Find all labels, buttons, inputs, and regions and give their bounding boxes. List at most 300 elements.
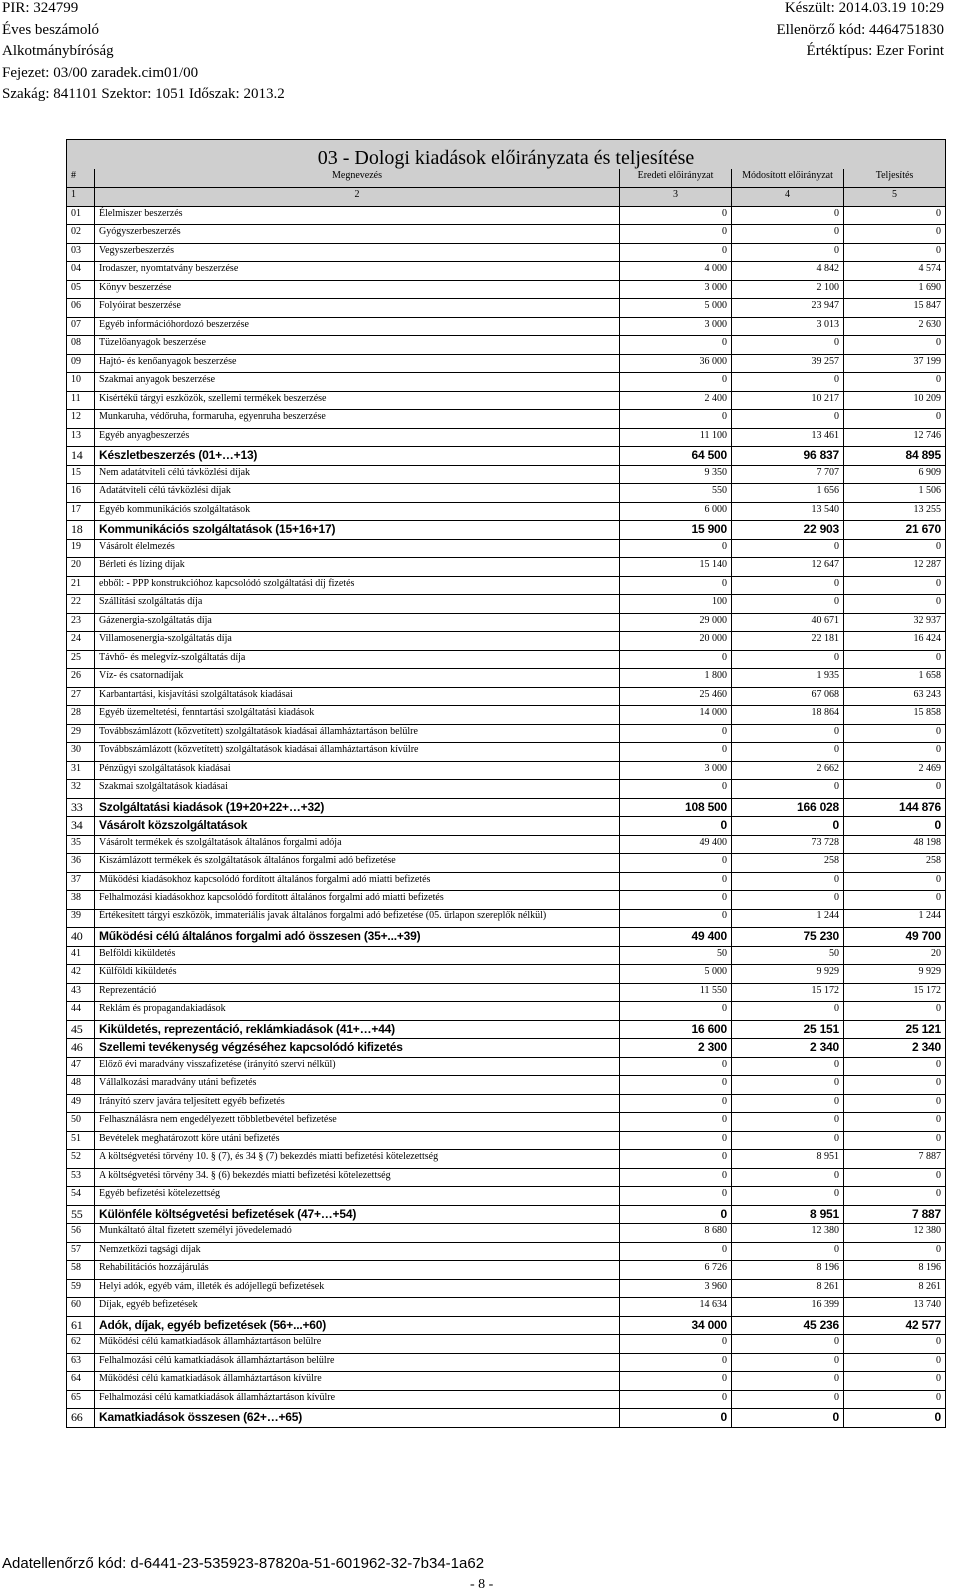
row-number: 25 [67, 650, 95, 669]
table-row [67, 521, 946, 540]
row-performance: 0 [844, 1372, 946, 1391]
row-number: 41 [67, 946, 95, 965]
row-original: 2 400 [620, 391, 732, 410]
row-modified: 16 399 [732, 1298, 844, 1317]
row-modified: 12 647 [732, 558, 844, 577]
column-header-row [67, 169, 946, 188]
table-row [67, 928, 946, 947]
row-original: 25 460 [620, 687, 732, 706]
row-modified: 0 [732, 206, 844, 225]
row-performance: 0 [844, 724, 946, 743]
header-created: Készült: 2014.03.19 10:29 [784, 0, 944, 16]
table-row [67, 872, 946, 891]
row-original: 9 350 [620, 465, 732, 484]
row-original: 0 [620, 1168, 732, 1187]
table-row [67, 484, 946, 503]
table-row [67, 299, 946, 318]
row-name: Nemzetközi tagsági díjak [95, 1242, 620, 1261]
row-original: 0 [620, 854, 732, 873]
row-modified: 0 [732, 1094, 844, 1113]
table-row [67, 650, 946, 669]
row-name: A költségvetési törvény 10. § (7), és 34 § (7) bekezdés miatti befizetési kötelezettség [95, 1150, 620, 1169]
row-original: 14 000 [620, 706, 732, 725]
header-institution: Alkotmánybíróság [2, 43, 114, 59]
table-row [67, 854, 946, 873]
row-name: Szellemi tevékenység végzéséhez kapcsolódó kifizetés [95, 1039, 620, 1058]
row-original: 15 140 [620, 558, 732, 577]
table-row [67, 1224, 946, 1243]
row-performance: 12 380 [844, 1224, 946, 1243]
table-row [67, 373, 946, 392]
row-number: 34 [67, 817, 95, 836]
table-row [67, 336, 946, 355]
row-name: Működési célú kamatkiadások államháztartáson belülre [95, 1335, 620, 1354]
row-modified: 0 [732, 1131, 844, 1150]
row-number: 10 [67, 373, 95, 392]
row-performance: 1 244 [844, 909, 946, 928]
row-performance: 0 [844, 1353, 946, 1372]
row-original: 0 [620, 872, 732, 891]
header-check-code: Ellenörző kód: 4464751830 [776, 21, 944, 38]
row-modified: 0 [732, 1002, 844, 1021]
row-original: 0 [620, 1002, 732, 1021]
row-original: 0 [620, 1353, 732, 1372]
row-name: Értékesített tárgyi eszközök, immateriális javak általános forgalmi adó befizetése (05. űrlapon szereplők nélkül) [95, 909, 620, 928]
row-name: Szakmai anyagok beszerzése [95, 373, 620, 392]
row-modified: 22 903 [732, 521, 844, 540]
row-modified: 15 172 [732, 983, 844, 1002]
table-row [67, 1020, 946, 1039]
row-name: Pénzügyi szolgáltatások kiadásai [95, 761, 620, 780]
header-chapter: Fejezet: 03/00 zaradek.cim01/00 [2, 64, 199, 81]
row-modified: 7 707 [732, 465, 844, 484]
row-performance: 0 [844, 243, 946, 262]
column-index-row [67, 188, 946, 207]
row-modified: 67 068 [732, 687, 844, 706]
row-name: Helyi adók, egyéb vám, illeték és adójellegű befizetések [95, 1279, 620, 1298]
row-name: Felhalmozási célú kamatkiadások államháztartáson belülre [95, 1353, 620, 1372]
row-performance: 48 198 [844, 835, 946, 854]
row-number: 63 [67, 1353, 95, 1372]
row-name: Nem adatátviteli célú távközlési díjak [95, 465, 620, 484]
table-row [67, 798, 946, 817]
row-name: Folyóirat beszerzése [95, 299, 620, 318]
table-row [67, 1039, 946, 1058]
row-name: Készletbeszerzés (01+…+13) [95, 447, 620, 466]
row-name: Gázenergia-szolgáltatás díja [95, 613, 620, 632]
row-performance: 0 [844, 539, 946, 558]
table-row [67, 1002, 946, 1021]
row-performance: 0 [844, 891, 946, 910]
row-name: Kamatkiadások összesen (62+…+65) [95, 1409, 620, 1428]
row-original: 49 400 [620, 928, 732, 947]
row-original: 0 [620, 1150, 732, 1169]
row-modified: 2 340 [732, 1039, 844, 1058]
row-performance: 144 876 [844, 798, 946, 817]
row-modified: 0 [732, 743, 844, 762]
table-row [67, 1187, 946, 1206]
row-original: 3 960 [620, 1279, 732, 1298]
row-performance: 15 858 [844, 706, 946, 725]
row-number: 33 [67, 798, 95, 817]
table-row [67, 983, 946, 1002]
row-original: 0 [620, 539, 732, 558]
row-modified: 10 217 [732, 391, 844, 410]
row-performance: 9 929 [844, 965, 946, 984]
row-name: Vásárolt termékek és szolgáltatások általános forgalmi adója [95, 835, 620, 854]
row-original: 0 [620, 1335, 732, 1354]
row-performance: 16 424 [844, 632, 946, 651]
row-name: Működési kiadásokhoz kapcsolódó fordított általános forgalmi adó miatti befizetés [95, 872, 620, 891]
row-number: 29 [67, 724, 95, 743]
row-number: 56 [67, 1224, 95, 1243]
table-row [67, 1298, 946, 1317]
row-number: 59 [67, 1279, 95, 1298]
row-number: 49 [67, 1094, 95, 1113]
row-number: 08 [67, 336, 95, 355]
row-original: 0 [620, 243, 732, 262]
row-number: 06 [67, 299, 95, 318]
table-row [67, 1094, 946, 1113]
row-modified: 0 [732, 872, 844, 891]
table-row [67, 780, 946, 799]
row-number: 26 [67, 669, 95, 688]
row-modified: 2 100 [732, 280, 844, 299]
table-row [67, 539, 946, 558]
row-performance: 258 [844, 854, 946, 873]
row-original: 2 300 [620, 1039, 732, 1058]
row-performance: 13 255 [844, 502, 946, 521]
row-number: 36 [67, 854, 95, 873]
row-name: Szakmai szolgáltatások kiadásai [95, 780, 620, 799]
row-number: 66 [67, 1409, 95, 1428]
table-row [67, 1279, 946, 1298]
table-row [67, 354, 946, 373]
row-original: 0 [620, 1131, 732, 1150]
table-row [67, 391, 946, 410]
table-row [67, 1409, 946, 1428]
row-modified: 4 842 [732, 262, 844, 281]
row-performance: 2 340 [844, 1039, 946, 1058]
row-number: 39 [67, 909, 95, 928]
row-number: 47 [67, 1057, 95, 1076]
row-original: 100 [620, 595, 732, 614]
table-row [67, 262, 946, 281]
table-row [67, 428, 946, 447]
table-row [67, 706, 946, 725]
row-number: 30 [67, 743, 95, 762]
row-number: 52 [67, 1150, 95, 1169]
table-row [67, 1261, 946, 1280]
row-original: 11 550 [620, 983, 732, 1002]
row-modified: 45 236 [732, 1316, 844, 1335]
row-modified: 75 230 [732, 928, 844, 947]
row-modified: 0 [732, 817, 844, 836]
row-performance: 84 895 [844, 447, 946, 466]
col-index-3: 3 [620, 188, 732, 207]
row-number: 15 [67, 465, 95, 484]
row-original: 0 [620, 1390, 732, 1409]
row-original: 0 [620, 410, 732, 429]
row-original: 0 [620, 373, 732, 392]
row-performance: 0 [844, 1094, 946, 1113]
row-original: 3 000 [620, 317, 732, 336]
row-name: Kiküldetés, reprezentáció, reklámkiadások (41+…+44) [95, 1020, 620, 1039]
row-modified: 0 [732, 1113, 844, 1132]
row-original: 0 [620, 1076, 732, 1095]
row-name: Felhalmozási kiadásokhoz kapcsolódó fordított általános forgalmi adó miatti befizetés [95, 891, 620, 910]
row-number: 01 [67, 206, 95, 225]
table-row [67, 410, 946, 429]
row-number: 09 [67, 354, 95, 373]
table-row [67, 1168, 946, 1187]
row-number: 45 [67, 1020, 95, 1039]
row-original: 11 100 [620, 428, 732, 447]
row-name: Kommunikációs szolgáltatások (15+16+17) [95, 521, 620, 540]
row-name: Vásárolt közszolgáltatások [95, 817, 620, 836]
row-modified: 0 [732, 336, 844, 355]
row-original: 0 [620, 1057, 732, 1076]
row-modified: 0 [732, 373, 844, 392]
row-modified: 0 [732, 576, 844, 595]
table-row [67, 1242, 946, 1261]
row-number: 27 [67, 687, 95, 706]
row-original: 0 [620, 206, 732, 225]
table-row [67, 1353, 946, 1372]
row-name: ebből: - PPP konstrukcióhoz kapcsolódó szolgáltatási díj fizetés [95, 576, 620, 595]
row-name: Adók, díjak, egyéb befizetések (56+...+60) [95, 1316, 620, 1335]
table-row [67, 1131, 946, 1150]
row-performance: 0 [844, 780, 946, 799]
row-number: 24 [67, 632, 95, 651]
col-index-4: 4 [732, 188, 844, 207]
row-performance: 15 172 [844, 983, 946, 1002]
row-original: 0 [620, 1242, 732, 1261]
row-number: 42 [67, 965, 95, 984]
row-name: Felhalmozási célú kamatkiadások államháztartáson kívülre [95, 1390, 620, 1409]
row-number: 18 [67, 521, 95, 540]
row-modified: 3 013 [732, 317, 844, 336]
row-performance: 10 209 [844, 391, 946, 410]
table-row [67, 1076, 946, 1095]
row-modified: 258 [732, 854, 844, 873]
row-number: 28 [67, 706, 95, 725]
row-number: 58 [67, 1261, 95, 1280]
row-name: Kisértékű tárgyi eszközök, szellemi termékek beszerzése [95, 391, 620, 410]
row-modified: 8 951 [732, 1150, 844, 1169]
row-modified: 50 [732, 946, 844, 965]
row-name: Belföldi kiküldetés [95, 946, 620, 965]
row-original: 15 900 [620, 521, 732, 540]
row-performance: 0 [844, 1335, 946, 1354]
row-original: 3 000 [620, 761, 732, 780]
table-row [67, 817, 946, 836]
row-performance: 0 [844, 1242, 946, 1261]
row-original: 0 [620, 1372, 732, 1391]
header-right [777, 0, 944, 63]
row-performance: 32 937 [844, 613, 946, 632]
row-performance: 42 577 [844, 1316, 946, 1335]
col-index-1: 1 [67, 188, 95, 207]
row-performance: 0 [844, 1113, 946, 1132]
row-original: 0 [620, 817, 732, 836]
table-row [67, 891, 946, 910]
row-modified: 0 [732, 1353, 844, 1372]
row-number: 48 [67, 1076, 95, 1095]
row-original: 5 000 [620, 299, 732, 318]
row-performance: 0 [844, 650, 946, 669]
row-number: 38 [67, 891, 95, 910]
row-modified: 0 [732, 724, 844, 743]
table-row [67, 1150, 946, 1169]
row-name: Továbbszámlázott (közvetített) szolgáltatások kiadásai államháztartáson belülre [95, 724, 620, 743]
row-number: 57 [67, 1242, 95, 1261]
row-number: 07 [67, 317, 95, 336]
row-number: 31 [67, 761, 95, 780]
row-performance: 0 [844, 576, 946, 595]
row-name: Könyv beszerzése [95, 280, 620, 299]
row-original: 8 680 [620, 1224, 732, 1243]
row-name: Adatátviteli célú távközlési díjak [95, 484, 620, 503]
row-name: Működési célú általános forgalmi adó összesen (35+...+39) [95, 928, 620, 947]
table-row [67, 1057, 946, 1076]
row-performance: 1 658 [844, 669, 946, 688]
row-number: 55 [67, 1205, 95, 1224]
row-performance: 7 887 [844, 1205, 946, 1224]
table-row [67, 1316, 946, 1335]
row-name: Működési célú kamatkiadások államháztartáson kívülre [95, 1372, 620, 1391]
row-original: 64 500 [620, 447, 732, 466]
row-performance: 0 [844, 1168, 946, 1187]
col-header-modified: Módosított előirányzat [732, 169, 844, 188]
row-number: 22 [67, 595, 95, 614]
row-performance: 8 261 [844, 1279, 946, 1298]
row-modified: 23 947 [732, 299, 844, 318]
table-row [67, 1113, 946, 1132]
row-performance: 0 [844, 1390, 946, 1409]
table-row [67, 1372, 946, 1391]
row-modified: 0 [732, 1390, 844, 1409]
table-row [67, 909, 946, 928]
row-original: 14 634 [620, 1298, 732, 1317]
table-row [67, 243, 946, 262]
row-number: 32 [67, 780, 95, 799]
row-modified: 0 [732, 539, 844, 558]
table-row [67, 225, 946, 244]
row-modified: 0 [732, 1076, 844, 1095]
row-original: 0 [620, 724, 732, 743]
table-row [67, 835, 946, 854]
row-name: Külföldi kiküldetés [95, 965, 620, 984]
row-modified: 0 [732, 1372, 844, 1391]
row-name: Vásárolt élelmezés [95, 539, 620, 558]
row-original: 0 [620, 1205, 732, 1224]
row-name: Díjak, egyéb befizetések [95, 1298, 620, 1317]
row-modified: 0 [732, 595, 844, 614]
row-modified: 0 [732, 1168, 844, 1187]
row-name: Továbbszámlázott (közvetített) szolgáltatások kiadásai államháztartáson kívülre [95, 743, 620, 762]
row-modified: 0 [732, 1409, 844, 1428]
table-row [67, 1390, 946, 1409]
row-performance: 0 [844, 206, 946, 225]
row-performance: 0 [844, 225, 946, 244]
row-number: 23 [67, 613, 95, 632]
row-name: Irodaszer, nyomtatvány beszerzése [95, 262, 620, 281]
row-number: 04 [67, 262, 95, 281]
row-original: 50 [620, 946, 732, 965]
row-name: Egyéb befizetési kötelezettség [95, 1187, 620, 1206]
row-number: 51 [67, 1131, 95, 1150]
table-row [67, 317, 946, 336]
col-header-name: Megnevezés [95, 169, 620, 188]
row-number: 17 [67, 502, 95, 521]
row-original: 550 [620, 484, 732, 503]
row-performance: 2 469 [844, 761, 946, 780]
row-modified: 13 461 [732, 428, 844, 447]
row-original: 0 [620, 336, 732, 355]
row-modified: 8 951 [732, 1205, 844, 1224]
row-modified: 1 244 [732, 909, 844, 928]
row-number: 19 [67, 539, 95, 558]
row-performance: 25 121 [844, 1020, 946, 1039]
row-performance: 0 [844, 1409, 946, 1428]
col-header-original: Eredeti előirányzat [620, 169, 732, 188]
table-row [67, 965, 946, 984]
row-modified: 18 864 [732, 706, 844, 725]
row-modified: 73 728 [732, 835, 844, 854]
row-performance: 6 909 [844, 465, 946, 484]
row-modified: 39 257 [732, 354, 844, 373]
row-original: 6 726 [620, 1261, 732, 1280]
row-name: Élelmiszer beszerzés [95, 206, 620, 225]
table-title: 03 - Dologi kiadások előirányzata és teljesítése [67, 140, 946, 170]
row-number: 13 [67, 428, 95, 447]
table-row [67, 613, 946, 632]
table-row [67, 447, 946, 466]
row-performance: 0 [844, 1076, 946, 1095]
row-modified: 0 [732, 891, 844, 910]
row-name: Vállalkozási maradvány utáni befizetés [95, 1076, 620, 1095]
row-modified: 12 380 [732, 1224, 844, 1243]
row-original: 20 000 [620, 632, 732, 651]
page-number: - 8 - [470, 1577, 494, 1592]
row-name: Munkaruha, védőruha, formaruha, egyenruha beszerzése [95, 410, 620, 429]
row-performance: 1 506 [844, 484, 946, 503]
row-performance: 37 199 [844, 354, 946, 373]
row-performance: 0 [844, 1057, 946, 1076]
row-performance: 0 [844, 595, 946, 614]
row-name: Kiszámlázott termékek és szolgáltatások általános forgalmi adó befizetése [95, 854, 620, 873]
row-modified: 0 [732, 1057, 844, 1076]
row-modified: 0 [732, 225, 844, 244]
row-performance: 49 700 [844, 928, 946, 947]
row-number: 11 [67, 391, 95, 410]
table-row [67, 465, 946, 484]
row-name: Egyéb információhordozó beszerzése [95, 317, 620, 336]
row-original: 0 [620, 909, 732, 928]
row-number: 20 [67, 558, 95, 577]
row-name: Egyéb üzemeltetési, fenntartási szolgáltatási kiadások [95, 706, 620, 725]
row-name: Bevételek meghatározott köre utáni befizetés [95, 1131, 620, 1150]
row-modified: 8 261 [732, 1279, 844, 1298]
row-original: 0 [620, 1113, 732, 1132]
footer-check-code: Adatellenőrző kód: d-6441-23-535923-87820a-51-601962-32-7b34-1a62 [2, 1555, 485, 1572]
row-original: 0 [620, 1409, 732, 1428]
row-name: A költségvetési törvény 34. § (6) bekezdés miatti befizetési kötelezettség [95, 1168, 620, 1187]
row-performance: 0 [844, 336, 946, 355]
row-original: 36 000 [620, 354, 732, 373]
row-modified: 9 929 [732, 965, 844, 984]
